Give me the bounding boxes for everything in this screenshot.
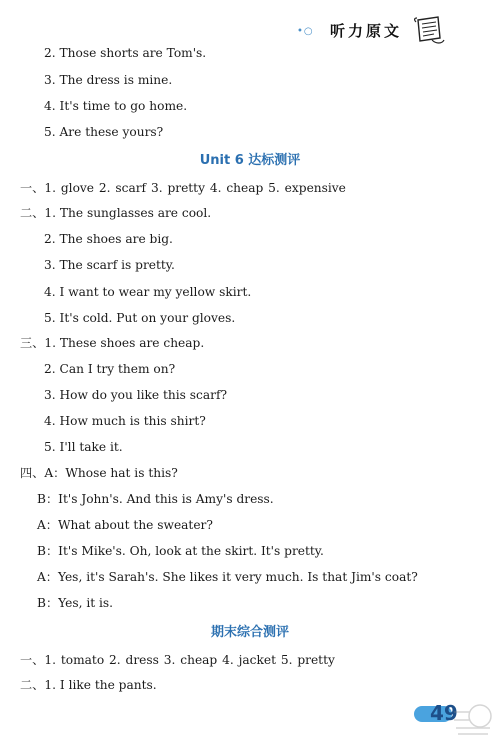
text-line: 3. The scarf is pretty. [44, 258, 175, 272]
text-line: 5. Are these yours? [44, 125, 164, 139]
text-line: 2. Can I try them on? [44, 362, 176, 376]
page-number: 49 [430, 701, 458, 725]
text-line: 2. Those shorts are Tom's. [44, 46, 207, 60]
dialogue-line: 四、A：Whose hat is this? [20, 466, 178, 480]
dialogue-line: A：Yes, it's Sarah's. She likes it very much. Is that Jim's coat? [37, 570, 418, 584]
text-line: 5. It's cold. Put on your gloves. [44, 311, 236, 325]
dialogue-line: B：It's Mike's. Oh, look at the skirt. It's pretty. [37, 544, 324, 558]
text-line: 三、1. These shoes are cheap. [20, 336, 205, 350]
dialogue-line: B：It's John's. And this is Amy's dress. [37, 492, 274, 506]
text-line: 4. I want to wear my yellow skirt. [44, 285, 252, 299]
dialogue-line: A：What about the sweater? [37, 518, 213, 532]
watermark-logo [450, 702, 496, 738]
answer-line: 一、1. glove 2. scarf 3. pretty 4. cheap 5. expensive [20, 181, 346, 195]
text-line: 4. How much is this shirt? [44, 414, 206, 428]
section-title-final: 期末综合测评 [210, 625, 289, 640]
section-title-unit6: Unit 6 达标测评 [199, 153, 301, 168]
notebook-icon [412, 14, 446, 46]
text-line: 二、1. I like the pants. [20, 678, 157, 692]
text-line: 3. How do you like this scarf? [44, 388, 227, 402]
header-title: 听力原文 [330, 22, 403, 40]
text-line: 2. The shoes are big. [44, 232, 173, 246]
text-line: 二、1. The sunglasses are cool. [20, 206, 212, 220]
text-line: 5. I'll take it. [44, 440, 123, 454]
text-line: 3. The dress is mine. [44, 73, 173, 87]
header-decoration-dots: •○ [297, 26, 314, 37]
text-line: 4. It's time to go home. [44, 99, 188, 113]
answer-line: 一、1. tomato 2. dress 3. cheap 4. jacket 5. pretty [20, 653, 335, 667]
dialogue-line: B：Yes, it is. [37, 596, 114, 610]
